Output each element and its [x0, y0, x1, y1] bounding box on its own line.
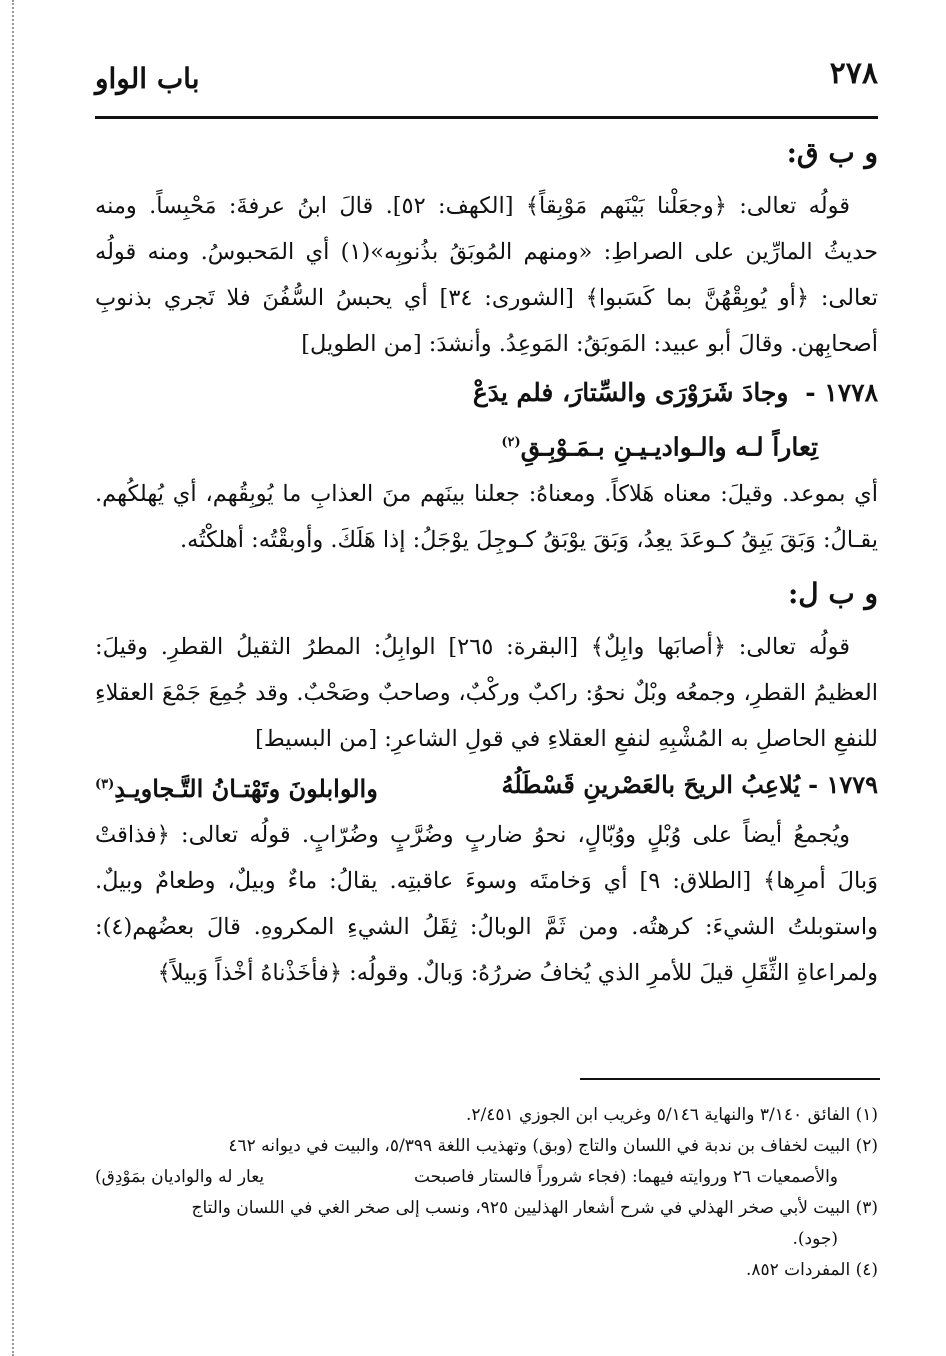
page-body	[95, 122, 878, 996]
section-heading-wbl: و ب ل:	[787, 577, 878, 611]
footnote-2	[95, 1131, 878, 1162]
verse-number: ١٧٧٩ -	[808, 770, 878, 800]
verse-hemistich-2	[95, 762, 378, 812]
footnotes	[95, 1100, 878, 1286]
footnote-number: (٢)	[855, 1136, 878, 1156]
verse-1778-line-2	[95, 419, 878, 471]
footnote-text: المفردات ٨٥٢.	[745, 1260, 851, 1280]
footnote-continuation: (جود).	[792, 1229, 838, 1249]
footnote-text: البيت لأبي صخر الهذلي في شرح أشعار الهذليين ٩٢٥، ونسب إلى صخر الغي في اللسان والتاج	[191, 1198, 851, 1218]
hemistich-1-text: يُلاعِبُ الريحَ بالعَصْرينِ قَسْطَلُهُ	[501, 770, 801, 800]
page-edge	[12, 0, 14, 1356]
footnote-text: الفائق ٣/١٤٠ والنهاية ٥/١٤٦ وغريب ابن الجوزي ٢/٤٥١.	[465, 1105, 851, 1125]
section-heading-wbq: و ب ق:	[786, 136, 878, 169]
footnote-ref[interactable]: (٢)	[501, 435, 521, 450]
footnote-number: (٣)	[855, 1198, 878, 1218]
verse-hemistich-1	[501, 762, 878, 812]
paragraph-wbq-after: أي بموعد. وقيلَ: معناه هَلاكاً. ومعناهُ: جعلنا بينَهم منَ العذابِ ما يُوبِقُهم، أي يُهلكُهم. يقـالُ: وَبَقَ يَبِقُ كـوعَدَ يعِدُ، وَبَقَ يوْبَقُ كـوجِلَ يوْجَلُ: إذا هَلَكَ. وأوبقْتُه: أهلكْتُه.	[95, 481, 878, 554]
footnote-2-verse	[95, 1162, 878, 1193]
verse-1778	[95, 369, 878, 417]
footnote-continuation: والأصمعيات ٢٦ وروايته فيهما: (فجاء شروراً فالستار فاصبحت	[413, 1167, 838, 1187]
footnote-rule	[580, 1078, 880, 1080]
paragraph-wbq-intro: قولُه تعالى: ﴿وجعَلْنا بَيْنَهم مَوْبِقاً﴾ [الكهف: ٥٢]. قالَ ابنُ عرفةَ: مَحْبِساً. ومنه حديثُ المارِّين على الصراطِ: «ومنهم المُوبَقُ بذُنوبِه»(١) أي المَحبوسُ. ومنه قولُه تعالى: ﴿أو يُوبِقْهُنَّ بما كَسَبوا﴾ [الشورى: ٣٤] أي يحبسُ السُّفُنَ فلا تَجري بذنوبِ أصحابِهن. وقالَ أبو عبيد: المَوبَقُ: المَوعِدُ. وأنشدَ: [من الطويل]	[95, 193, 878, 357]
hemistich-2-text: والوابلونَ وتَهْتـانُ التَّـجاويـدِ	[114, 774, 378, 804]
footnote-3-continuation	[95, 1224, 878, 1255]
verse-number: ١٧٧٨ -	[805, 378, 878, 407]
page-header	[95, 52, 878, 112]
footnote-ref[interactable]: (٣)	[95, 777, 115, 793]
footnote-number: (٤)	[855, 1260, 878, 1280]
footnote-4	[95, 1255, 878, 1286]
footnote-text: البيت لخفاف بن ندبة في اللسان والتاج (وبق) وتهذيب اللغة ٥/٣٩٩، والبيت في ديوانه ٤٦٢	[228, 1136, 851, 1156]
verse-line-2: تِعاراً لـه والـواديـيـنِ بـمَـوْبِـقِ	[520, 432, 818, 462]
paragraph-wbl-intro: قولُه تعالى: ﴿أصابَها وابِلٌ﴾ [البقرة: ٢٦٥] الوابِلُ: المطرُ الثقيلُ القطرِ. وقيلَ: العظيمُ القطرِ، وجمعُه وبْلٌ نحوُ: راكبٌ وركْبٌ، وصاحبٌ وصَحْبٌ. وقد جُمِعَ جَمْعَ العقلاءِ للنفعِ الحاصلِ به المُشْبِهِ لنفعِ العقلاءِ في قولِ الشاعرِ: [من البسيط]	[95, 634, 878, 753]
footnote-number: (١)	[855, 1105, 878, 1125]
header-rule	[95, 116, 878, 119]
footnote-1	[95, 1100, 878, 1131]
paragraph-wbl-after: ويُجمعُ أيضاً على وُبْلٍ ووُبّالٍ، نحوُ ضاربٍ وضُرَّبٍ وضُرّابٍ. قولُه تعالى: ﴿فذاقتْ وَبالَ أمرِها﴾ [الطلاق: ٩] أي وَخامتَه وسوءَ عاقبتِه. يقالُ: ماءٌ وبيلٌ، وطعامٌ وبيلٌ. واستوبلتُ الشيءَ: كرهتُه. ومن ثَمَّ الوبالُ: ثِقَلُ الشيءِ المكروهِ. قالَ بعضُهم(٤): ولمراعاةِ الثِّقَلِ قيلَ للأمرِ الذي يُخافُ ضررُهُ: وَبالٌ. وقولُه: ﴿فأخَذْناهُ أخْذاً وَبيلاً﴾	[95, 822, 879, 987]
page-number: ٢٧٨	[829, 56, 878, 91]
footnote-verse-hemistich: يعار له والواديان بمَوْدِق)	[95, 1167, 265, 1187]
running-title: باب الواو	[95, 62, 200, 95]
verse-line-1: وجادَ شَرَوْرَى والسِّتارَ، فلم يدَعْ	[472, 378, 789, 407]
footnote-3	[95, 1193, 878, 1224]
verse-1779	[95, 762, 878, 812]
